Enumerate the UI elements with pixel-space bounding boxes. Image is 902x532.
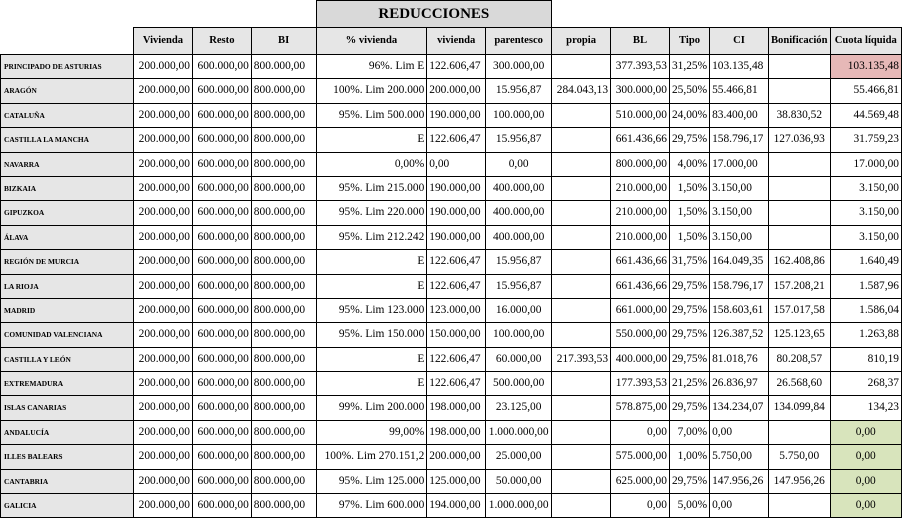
cell-propia: 217.393,53 xyxy=(552,347,611,371)
region-name: REGIÓN DE MURCIA xyxy=(1,250,134,274)
cell-cuota-liquida: 31.759,23 xyxy=(830,128,902,152)
cell-pct-vivienda: 95%. Lim 123.000 xyxy=(316,298,427,322)
cell-ci: 3.150,00 xyxy=(710,201,769,225)
cell-vivienda: 200.000,00 xyxy=(133,176,192,200)
cell-cuota-liquida: 134,23 xyxy=(830,396,902,420)
region-name: GALICIA xyxy=(1,494,134,518)
cell-bonificacion: 147.956,26 xyxy=(768,469,830,493)
cell-bonificacion: 157.208,21 xyxy=(768,274,830,298)
cell-bl: 800.000,00 xyxy=(611,152,670,176)
cell-resto: 600.000,00 xyxy=(192,225,251,249)
cell-bi: 800.000,00 xyxy=(251,445,316,469)
cell-bi: 800.000,00 xyxy=(251,250,316,274)
cell-parentesco: 0,00 xyxy=(486,152,552,176)
cell-bi: 800.000,00 xyxy=(251,225,316,249)
cell-tipo: 7,00% xyxy=(669,420,709,444)
cell-pct-vivienda: E xyxy=(316,128,427,152)
cell-resto: 600.000,00 xyxy=(192,128,251,152)
cell-bonificacion: 134.099,84 xyxy=(768,396,830,420)
col-header-pct-vivienda: % vivienda xyxy=(316,28,427,55)
cell-cuota-liquida: 1.263,88 xyxy=(830,323,902,347)
cell-vivienda: 200.000,00 xyxy=(133,298,192,322)
region-name: EXTREMADURA xyxy=(1,372,134,396)
cell-parentesco: 300.000,00 xyxy=(486,55,552,79)
table-row xyxy=(1,55,902,79)
cell-pct-vivienda: 95%. Lim 220.000 xyxy=(316,201,427,225)
cell-resto: 600.000,00 xyxy=(192,323,251,347)
cell-bonificacion xyxy=(768,55,830,79)
cell-bl: 300.000,00 xyxy=(611,79,670,103)
region-name: CANTABRIA xyxy=(1,469,134,493)
cell-tipo: 29,75% xyxy=(669,274,709,298)
cell-propia xyxy=(552,298,611,322)
cell-bi: 800.000,00 xyxy=(251,494,316,518)
cell-reduccion-vivienda: 122.606,47 xyxy=(427,372,486,396)
region-name: GIPUZKOA xyxy=(1,201,134,225)
table-row xyxy=(1,225,902,249)
cell-cuota-liquida: 1.587,96 xyxy=(830,274,902,298)
cell-tipo: 31,25% xyxy=(669,55,709,79)
header-row xyxy=(1,28,902,55)
cell-parentesco: 1.000.000,00 xyxy=(486,494,552,518)
table-row xyxy=(1,445,902,469)
cell-bi: 800.000,00 xyxy=(251,298,316,322)
table-row xyxy=(1,420,902,444)
cell-propia xyxy=(552,372,611,396)
cell-cuota-liquida: 0,00 xyxy=(830,445,902,469)
cell-reduccion-vivienda: 150.000,00 xyxy=(427,323,486,347)
cell-pct-vivienda: E xyxy=(316,274,427,298)
cell-resto: 600.000,00 xyxy=(192,274,251,298)
cell-cuota-liquida: 1.640,49 xyxy=(830,250,902,274)
table-row xyxy=(1,103,902,127)
cell-bonificacion: 38.830,52 xyxy=(768,103,830,127)
cell-bi: 800.000,00 xyxy=(251,176,316,200)
cell-vivienda: 200.000,00 xyxy=(133,372,192,396)
cell-bonificacion xyxy=(768,152,830,176)
cell-tipo: 24,00% xyxy=(669,103,709,127)
cell-bonificacion xyxy=(768,201,830,225)
cell-reduccion-vivienda: 122.606,47 xyxy=(427,128,486,152)
cell-propia xyxy=(552,445,611,469)
cell-vivienda: 200.000,00 xyxy=(133,347,192,371)
cell-propia xyxy=(552,176,611,200)
region-name: ARAGÓN xyxy=(1,79,134,103)
table-row xyxy=(1,469,902,493)
cell-resto: 600.000,00 xyxy=(192,372,251,396)
cell-tipo: 29,75% xyxy=(669,298,709,322)
cell-parentesco: 400.000,00 xyxy=(486,176,552,200)
cell-bi: 800.000,00 xyxy=(251,396,316,420)
cell-propia xyxy=(552,128,611,152)
cell-bonificacion: 5.750,00 xyxy=(768,445,830,469)
cell-propia xyxy=(552,250,611,274)
cell-bonificacion: 125.123,65 xyxy=(768,323,830,347)
cell-parentesco: 1.000.000,00 xyxy=(486,420,552,444)
cell-bi: 800.000,00 xyxy=(251,372,316,396)
cell-cuota-liquida: 810,19 xyxy=(830,347,902,371)
cell-parentesco: 500.000,00 xyxy=(486,372,552,396)
cell-reduccion-vivienda: 198.000,00 xyxy=(427,396,486,420)
region-name: NAVARRA xyxy=(1,152,134,176)
cell-propia: 284.043,13 xyxy=(552,79,611,103)
cell-propia xyxy=(552,201,611,225)
cell-cuota-liquida: 3.150,00 xyxy=(830,225,902,249)
cell-bl: 550.000,00 xyxy=(611,323,670,347)
cell-reduccion-vivienda: 190.000,00 xyxy=(427,225,486,249)
cell-bonificacion xyxy=(768,494,830,518)
cell-tipo: 21,25% xyxy=(669,372,709,396)
cell-bonificacion: 127.036,93 xyxy=(768,128,830,152)
cell-tipo: 29,75% xyxy=(669,128,709,152)
cell-tipo: 1,00% xyxy=(669,445,709,469)
cell-bl: 661.436,66 xyxy=(611,128,670,152)
cell-reduccion-vivienda: 122.606,47 xyxy=(427,274,486,298)
cell-ci: 3.150,00 xyxy=(710,176,769,200)
cell-resto: 600.000,00 xyxy=(192,201,251,225)
cell-reduccion-vivienda: 200.000,00 xyxy=(427,79,486,103)
cell-reduccion-vivienda: 123.000,00 xyxy=(427,298,486,322)
cell-parentesco: 15.956,87 xyxy=(486,128,552,152)
cell-vivienda: 200.000,00 xyxy=(133,445,192,469)
cell-resto: 600.000,00 xyxy=(192,152,251,176)
col-header-propia: propia xyxy=(552,28,611,55)
cell-tipo: 4,00% xyxy=(669,152,709,176)
cell-cuota-liquida: 3.150,00 xyxy=(830,176,902,200)
cell-resto: 600.000,00 xyxy=(192,176,251,200)
cell-pct-vivienda: 99%. Lim 200.000 xyxy=(316,396,427,420)
cell-vivienda: 200.000,00 xyxy=(133,201,192,225)
cell-pct-vivienda: 96%. Lim E xyxy=(316,55,427,79)
cell-pct-vivienda: 99,00% xyxy=(316,420,427,444)
region-name: CASTILLA Y LEÓN xyxy=(1,347,134,371)
cell-pct-vivienda: 100%. Lim 200.000 xyxy=(316,79,427,103)
table-row xyxy=(1,250,902,274)
cell-cuota-liquida: 1.586,04 xyxy=(830,298,902,322)
col-header-tipo: Tipo xyxy=(669,28,709,55)
cell-vivienda: 200.000,00 xyxy=(133,225,192,249)
cell-cuota-liquida: 44.569,48 xyxy=(830,103,902,127)
cell-bi: 800.000,00 xyxy=(251,323,316,347)
cell-bi: 800.000,00 xyxy=(251,55,316,79)
cell-tipo: 1,50% xyxy=(669,201,709,225)
region-name: LA RIOJA xyxy=(1,274,134,298)
cell-propia xyxy=(552,494,611,518)
cell-parentesco: 15.956,87 xyxy=(486,274,552,298)
cell-resto: 600.000,00 xyxy=(192,420,251,444)
cell-parentesco: 400.000,00 xyxy=(486,225,552,249)
cell-reduccion-vivienda: 122.606,47 xyxy=(427,55,486,79)
cell-pct-vivienda: 97%. Lim 600.000 xyxy=(316,494,427,518)
cell-resto: 600.000,00 xyxy=(192,103,251,127)
cell-propia xyxy=(552,396,611,420)
cell-reduccion-vivienda: 198.000,00 xyxy=(427,420,486,444)
cell-parentesco: 16.000,00 xyxy=(486,298,552,322)
table-row xyxy=(1,347,902,371)
col-header-bl: BL xyxy=(611,28,670,55)
cell-vivienda: 200.000,00 xyxy=(133,152,192,176)
cell-bi: 800.000,00 xyxy=(251,420,316,444)
cell-ci: 134.234,07 xyxy=(710,396,769,420)
cell-propia xyxy=(552,420,611,444)
cell-ci: 3.150,00 xyxy=(710,225,769,249)
cell-bl: 661.436,66 xyxy=(611,274,670,298)
cell-bl: 210.000,00 xyxy=(611,201,670,225)
cell-reduccion-vivienda: 122.606,47 xyxy=(427,347,486,371)
region-name: ISLAS CANARIAS xyxy=(1,396,134,420)
cell-tipo: 1,50% xyxy=(669,225,709,249)
cell-tipo: 29,75% xyxy=(669,323,709,347)
cell-resto: 600.000,00 xyxy=(192,445,251,469)
cell-parentesco: 60.000,00 xyxy=(486,347,552,371)
cell-ci: 158.603,61 xyxy=(710,298,769,322)
cell-cuota-liquida: 0,00 xyxy=(830,494,902,518)
cell-propia xyxy=(552,55,611,79)
cell-ci: 26.836,97 xyxy=(710,372,769,396)
cell-bl: 177.393,53 xyxy=(611,372,670,396)
table-row xyxy=(1,372,902,396)
cell-vivienda: 200.000,00 xyxy=(133,469,192,493)
cell-reduccion-vivienda: 190.000,00 xyxy=(427,201,486,225)
cell-bl: 661.000,00 xyxy=(611,298,670,322)
cell-cuota-liquida: 268,37 xyxy=(830,372,902,396)
cell-ci: 164.049,35 xyxy=(710,250,769,274)
cell-bl: 578.875,00 xyxy=(611,396,670,420)
cell-ci: 158.796,17 xyxy=(710,274,769,298)
region-name: ILLES BALEARS xyxy=(1,445,134,469)
cell-bonificacion xyxy=(768,420,830,444)
cell-bi: 800.000,00 xyxy=(251,152,316,176)
table-row xyxy=(1,494,902,518)
cell-cuota-liquida: 17.000,00 xyxy=(830,152,902,176)
cell-ci: 0,00 xyxy=(710,420,769,444)
cell-parentesco: 100.000,00 xyxy=(486,103,552,127)
region-name: ÁLAVA xyxy=(1,225,134,249)
cell-propia xyxy=(552,152,611,176)
cell-propia xyxy=(552,103,611,127)
cell-reduccion-vivienda: 200.000,00 xyxy=(427,445,486,469)
cell-tipo: 31,75% xyxy=(669,250,709,274)
cell-tipo: 29,75% xyxy=(669,396,709,420)
cell-bl: 400.000,00 xyxy=(611,347,670,371)
col-header-cuota-liquida: Cuota líquida xyxy=(830,28,902,55)
col-header-ci: CI xyxy=(710,28,769,55)
cell-parentesco: 50.000,00 xyxy=(486,469,552,493)
cell-tipo: 29,75% xyxy=(669,347,709,371)
cell-reduccion-vivienda: 122.606,47 xyxy=(427,250,486,274)
cell-cuota-liquida: 0,00 xyxy=(830,420,902,444)
cell-resto: 600.000,00 xyxy=(192,250,251,274)
cell-parentesco: 400.000,00 xyxy=(486,201,552,225)
col-header-parentesco: parentesco xyxy=(486,28,552,55)
cell-resto: 600.000,00 xyxy=(192,298,251,322)
cell-ci: 0,00 xyxy=(710,494,769,518)
cell-ci: 81.018,76 xyxy=(710,347,769,371)
cell-parentesco: 25.000,00 xyxy=(486,445,552,469)
cell-vivienda: 200.000,00 xyxy=(133,55,192,79)
cell-cuota-liquida: 103.135,48 xyxy=(830,55,902,79)
table-row xyxy=(1,176,902,200)
region-name: PRINCIPADO DE ASTURIAS xyxy=(1,55,134,79)
cell-pct-vivienda: E xyxy=(316,250,427,274)
table-row xyxy=(1,298,902,322)
reducciones-title: REDUCCIONES xyxy=(316,1,552,28)
cell-bl: 210.000,00 xyxy=(611,225,670,249)
cell-parentesco: 15.956,87 xyxy=(486,250,552,274)
region-name: CATALUÑA xyxy=(1,103,134,127)
table-row xyxy=(1,128,902,152)
cell-resto: 600.000,00 xyxy=(192,469,251,493)
cell-pct-vivienda: 95%. Lim 212.242 xyxy=(316,225,427,249)
cell-tipo: 5,00% xyxy=(669,494,709,518)
cell-bi: 800.000,00 xyxy=(251,201,316,225)
cell-bonificacion: 26.568,60 xyxy=(768,372,830,396)
col-header-bonificacion: Bonificación xyxy=(768,28,830,55)
col-header-resto: Resto xyxy=(192,28,251,55)
cell-ci: 147.956,26 xyxy=(710,469,769,493)
cell-bl: 625.000,00 xyxy=(611,469,670,493)
cell-bl: 661.436,66 xyxy=(611,250,670,274)
col-header-reduccion-vivienda: vivienda xyxy=(427,28,486,55)
cell-bonificacion xyxy=(768,79,830,103)
region-name: COMUNIDAD VALENCIANA xyxy=(1,323,134,347)
title-row xyxy=(1,1,902,28)
cell-bl: 510.000,00 xyxy=(611,103,670,127)
cell-bonificacion xyxy=(768,176,830,200)
cell-tipo: 25,50% xyxy=(669,79,709,103)
cell-bi: 800.000,00 xyxy=(251,274,316,298)
cell-bl: 575.000,00 xyxy=(611,445,670,469)
cell-pct-vivienda: E xyxy=(316,347,427,371)
cell-vivienda: 200.000,00 xyxy=(133,396,192,420)
cell-tipo: 29,75% xyxy=(669,469,709,493)
cell-bl: 0,00 xyxy=(611,494,670,518)
cell-bonificacion xyxy=(768,225,830,249)
cell-ci: 55.466,81 xyxy=(710,79,769,103)
cell-cuota-liquida: 3.150,00 xyxy=(830,201,902,225)
cell-pct-vivienda: 95%. Lim 150.000 xyxy=(316,323,427,347)
cell-bi: 800.000,00 xyxy=(251,79,316,103)
cell-reduccion-vivienda: 194.000,00 xyxy=(427,494,486,518)
cell-propia xyxy=(552,323,611,347)
cell-vivienda: 200.000,00 xyxy=(133,250,192,274)
cell-vivienda: 200.000,00 xyxy=(133,103,192,127)
cell-parentesco: 100.000,00 xyxy=(486,323,552,347)
cell-vivienda: 200.000,00 xyxy=(133,494,192,518)
cell-ci: 103.135,48 xyxy=(710,55,769,79)
cell-cuota-liquida: 55.466,81 xyxy=(830,79,902,103)
table-row xyxy=(1,201,902,225)
cell-pct-vivienda: 100%. Lim 270.151,2 xyxy=(316,445,427,469)
region-name: MADRID xyxy=(1,298,134,322)
cell-ci: 83.400,00 xyxy=(710,103,769,127)
cell-vivienda: 200.000,00 xyxy=(133,274,192,298)
cell-resto: 600.000,00 xyxy=(192,347,251,371)
cell-cuota-liquida: 0,00 xyxy=(830,469,902,493)
cell-propia xyxy=(552,469,611,493)
cell-bi: 800.000,00 xyxy=(251,347,316,371)
table-row xyxy=(1,152,902,176)
cell-bi: 800.000,00 xyxy=(251,103,316,127)
cell-propia xyxy=(552,274,611,298)
region-name: BIZKAIA xyxy=(1,176,134,200)
table-row xyxy=(1,274,902,298)
cell-bonificacion: 162.408,86 xyxy=(768,250,830,274)
cell-ci: 17.000,00 xyxy=(710,152,769,176)
col-header-vivienda: Vivienda xyxy=(133,28,192,55)
col-header-bi: BI xyxy=(251,28,316,55)
cell-pct-vivienda: 95%. Lim 500.000 xyxy=(316,103,427,127)
cell-propia xyxy=(552,225,611,249)
cell-tipo: 1,50% xyxy=(669,176,709,200)
cell-bl: 377.393,53 xyxy=(611,55,670,79)
cell-vivienda: 200.000,00 xyxy=(133,323,192,347)
cell-resto: 600.000,00 xyxy=(192,494,251,518)
cell-parentesco: 15.956,87 xyxy=(486,79,552,103)
cell-ci: 126.387,52 xyxy=(710,323,769,347)
table-row xyxy=(1,323,902,347)
table-row xyxy=(1,396,902,420)
cell-pct-vivienda: 95%. Lim 215.000 xyxy=(316,176,427,200)
cell-ci: 158.796,17 xyxy=(710,128,769,152)
region-name: ANDALUCÍA xyxy=(1,420,134,444)
cell-resto: 600.000,00 xyxy=(192,396,251,420)
cell-resto: 600.000,00 xyxy=(192,55,251,79)
cell-pct-vivienda: E xyxy=(316,372,427,396)
cell-resto: 600.000,00 xyxy=(192,79,251,103)
cell-bl: 210.000,00 xyxy=(611,176,670,200)
cell-bi: 800.000,00 xyxy=(251,128,316,152)
cell-vivienda: 200.000,00 xyxy=(133,128,192,152)
cell-bonificacion: 80.208,57 xyxy=(768,347,830,371)
cell-bl: 0,00 xyxy=(611,420,670,444)
cell-vivienda: 200.000,00 xyxy=(133,420,192,444)
table-row xyxy=(1,79,902,103)
cell-pct-vivienda: 0,00% xyxy=(316,152,427,176)
cell-reduccion-vivienda: 125.000,00 xyxy=(427,469,486,493)
cell-reduccion-vivienda: 190.000,00 xyxy=(427,103,486,127)
cell-bi: 800.000,00 xyxy=(251,469,316,493)
cell-reduccion-vivienda: 0,00 xyxy=(427,152,486,176)
cell-ci: 5.750,00 xyxy=(710,445,769,469)
cell-reduccion-vivienda: 190.000,00 xyxy=(427,176,486,200)
cell-bonificacion: 157.017,58 xyxy=(768,298,830,322)
cell-vivienda: 200.000,00 xyxy=(133,79,192,103)
cell-pct-vivienda: 95%. Lim 125.000 xyxy=(316,469,427,493)
region-name: CASTILLA LA MANCHA xyxy=(1,128,134,152)
cell-parentesco: 23.125,00 xyxy=(486,396,552,420)
